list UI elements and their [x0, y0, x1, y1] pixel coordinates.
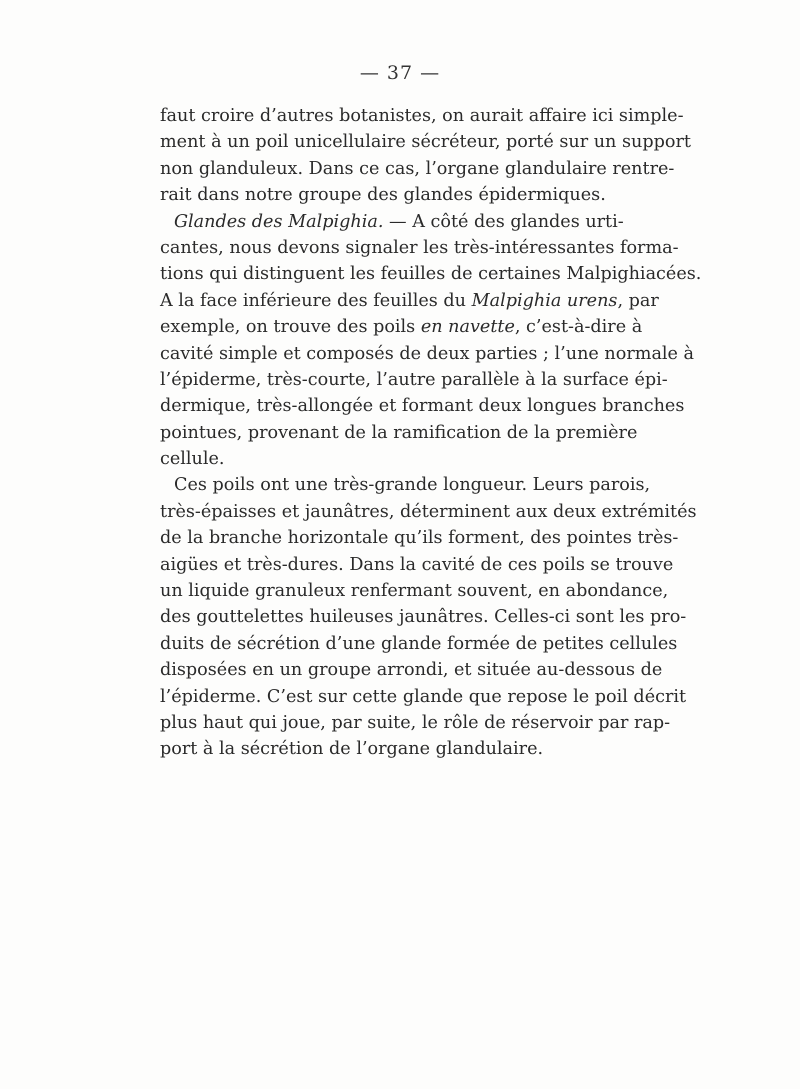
- body-text: [160, 103, 702, 763]
- text-line: non glanduleux. Dans ce cas, l’organe glandulaire rentre-: [160, 158, 675, 179]
- text-line: cantes, nous devons signaler les très-intéressantes forma-: [160, 237, 679, 258]
- text-line: de la branche horizontale qu’ils forment, des pointes très-: [160, 528, 679, 549]
- text-line: pointues, provenant de la ramification de la première: [160, 422, 638, 443]
- section-heading-line: Glandes des Malpighia. — A côté des glandes urti-: [174, 211, 624, 232]
- text-line: Ces poils ont une très-grande longueur. Leurs parois,: [174, 475, 651, 496]
- text-line: A la face inférieure des feuilles du Malpighia urens, par: [160, 290, 659, 311]
- text-line: des gouttelettes huileuses jaunâtres. Celles-ci sont les pro-: [160, 607, 687, 628]
- text-line: cavité simple et composés de deux parties ; l’une normale à: [160, 343, 695, 364]
- text-line: ment à un poil unicellulaire sécréteur, porté sur un support: [160, 132, 691, 153]
- species-name: Malpighia urens: [471, 290, 618, 311]
- text-line: exemple, on trouve des poils en navette, c’est-à-dire à: [160, 317, 643, 338]
- text-line: dermique, très-allongée et formant deux longues branches: [160, 396, 685, 417]
- text-line: cellule.: [160, 449, 225, 470]
- text-line: l’épiderme. C’est sur cette glande que repose le poil décrit: [160, 686, 687, 707]
- text-line: aigües et très-dures. Dans la cavité de ces poils se trouve: [160, 554, 674, 575]
- section-heading: Glandes des Malpighia.: [174, 211, 384, 232]
- text-line: plus haut qui joue, par suite, le rôle de réservoir par rap-: [160, 712, 671, 733]
- text-line: tions qui distinguent les feuilles de certaines Malpighiacées.: [160, 264, 702, 285]
- italic-term: en navette: [420, 317, 515, 338]
- text-line: l’épiderme, très-courte, l’autre parallèle à la surface épi-: [160, 369, 668, 390]
- text-line: très-épaisses et jaunâtres, déterminent aux deux extrémités: [160, 501, 697, 522]
- page-number: — 37 —: [359, 62, 441, 84]
- text-line: rait dans notre groupe des glandes épidermiques.: [160, 185, 606, 206]
- text-line: faut croire d’autres botanistes, on aurait affaire ici simple-: [160, 106, 684, 126]
- text-line: un liquide granuleux renfermant souvent, en abondance,: [160, 581, 669, 602]
- text-line: duits de sécrétion d’une glande formée de petites cellules: [160, 633, 678, 654]
- text-line: port à la sécrétion de l’organe glandulaire.: [160, 739, 544, 760]
- text-line: disposées en un groupe arrondi, et située au-dessous de: [160, 660, 663, 681]
